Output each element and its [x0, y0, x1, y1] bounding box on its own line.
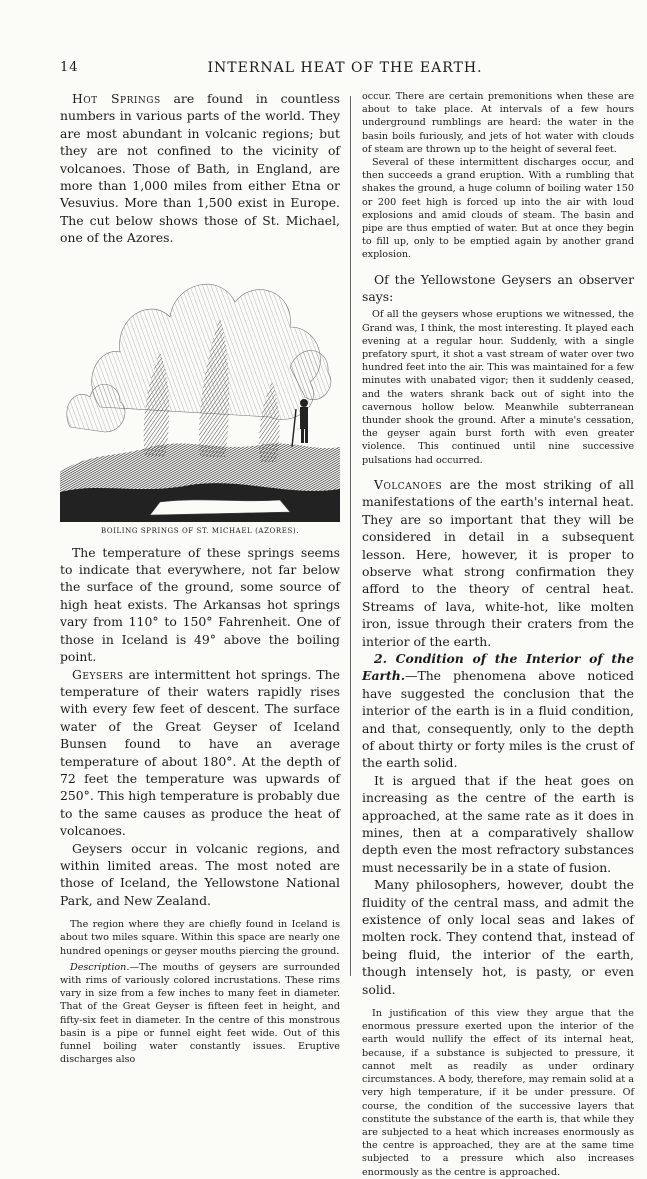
paragraph-argued: It is argued that if the heat goes on increasing as the centre of the earth is approached, at the same rate as it does in mines, then at a comparatively shallow depth even the most refractory substances must necessarily be in a state of fusion. [362, 772, 634, 875]
paragraph-grand-eruption: Several of these intermittent discharges occur, and then succeeds a grand eruption. With a rumbling that shakes the ground, a huge column of boiling water 150 or 200 feet high is forced up into the air with loud explosions and amid clouds of steam. The basin and pipe are thus emptied of water. But at once they begin to fill up, only to be emptied again by another grand explosion. [362, 157, 634, 261]
lead-description: Description. [70, 961, 130, 973]
page-header [60, 58, 630, 80]
paragraph-geyser-locations: Geysers occur in volcanic regions, and within limited areas. The most noted are those of Iceland, the Yellowstone National Park, and New Zealand. [60, 840, 340, 908]
paragraph-condition [362, 650, 634, 772]
paragraph-philosophers: Many philosophers, however, doubt the fluidity of the central mass, and admit the existence of only local seas and lakes of molten rock. They contend that, instead of being fluid, the interior of the earth, though intensely hot, is pasty, or even solid. [362, 877, 634, 997]
lead-hot-springs: Hot Springs [72, 91, 161, 106]
paragraph-iceland-region: The region where they are chiefly found in Iceland is about two miles square. Within this space are nearly one hundred openings or geyser mouths piercing the ground. [60, 919, 340, 957]
paragraph-text: are found in countless numbers in various parts of the world. They are most abundant in volcanic regions; but they are not confined to the vicinity of volcanoes. Those of Bath, in England, are more than 1,000 miles from either Etna or Vesuvius. More than 1,500 exist in Europe. The cut below shows those of St. Michael, one of the Azores. [60, 91, 340, 246]
figure-boiling-springs [60, 257, 340, 535]
figure-caption: BOILING SPRINGS OF ST. MICHAEL (AZORES). [100, 526, 300, 535]
lead-geysers: Geysers [72, 666, 124, 682]
paragraph-premonitions: occur. There are certain premonitions when these are about to take place. At intervals of a few hours underground rumblings are heard: the water in the basin boils furiously, and jets of hot water with clouds of steam are thrown up to the height of several feet. [362, 91, 634, 155]
paragraph-temperature: The temperature of these springs seems to indicate that everywhere, not far below the surface of the ground, some source of high heat exists. The Arkansas hot springs vary from 110° to 150° Fahrenheit. One of those in Iceland is 49° above the boiling point. [60, 544, 340, 665]
page-number: 14 [60, 60, 79, 75]
section-heading: 2. Condition of the Interior of the Earth. [362, 650, 634, 684]
column-divider [350, 96, 351, 976]
running-title: INTERNAL HEAT OF THE EARTH. [207, 60, 483, 76]
paragraph-description [60, 961, 340, 1067]
right-column [362, 90, 634, 1178]
paragraph-hot-springs [60, 90, 340, 247]
lead-volcanoes: Volcanoes [374, 476, 443, 492]
paragraph-text: —The mouths of geysers are surrounded with rims of variously colored incrustations. These rims vary in size from a few inches to many feet in diameter. That of the Great Geyser is fifteen feet in height, and fifty-six feet in diameter. In the centre of this monstrous basin is a pipe or funnel eight feet wide. Out of this funnel boiling water constantly issues. Eruptive discharges also [60, 961, 340, 1066]
paragraph-text: are the most striking of all manifestations of the earth's internal heat. They are so important that they will be considered in detail in a subsequent lesson. Here, however, it is proper to observe what strong confirmation they afford to the theory of central heat. Streams of lava, white-hot, like molten iron, issue through their craters from the interior of the earth. [362, 476, 634, 649]
paragraph-yellowstone-intro: Of the Yellowstone Geysers an observer says: [362, 271, 634, 305]
paragraph-geysers [60, 666, 340, 840]
paragraph-volcanoes [362, 476, 634, 650]
boiling-springs-engraving [60, 257, 340, 522]
paragraph-text: are intermittent hot springs. The temperature of their waters rapidly rises with every few feet of descent. The surface water of the Great Geyser of Iceland Bunsen found to have an average temperature of about 180°. At the depth of 72 feet the temperature was upwards of 250°. This high temperature is probably due to the same causes as produce the heat of volcanoes. [60, 666, 340, 839]
paragraph-justification: In justification of this view they argue that the enormous pressure exerted upon the interior of the earth would nullify the effect of its internal heat, because, if a substance is subjected to pressure, it cannot melt as readily as under ordinary circumstances. A body, therefore, may remain solid at a very high temperature, if it be under pressure. Of course, the condition of the successive layers that constitute the substance of the earth is, that while they are subjected to a heat which increases enormously as the centre is approached, they are at the same time subjected to a pressure which also increases enormously as the centre is approached. [362, 1008, 634, 1178]
paragraph-text: —The phenomena above noticed have suggested the conclusion that the interior of the earth is in a fluid condition, and that, consequently, only to the depth of about thirty or forty miles is the crust of the earth solid. [362, 668, 634, 771]
left-column [60, 90, 340, 1066]
paragraph-observer-quote: Of all the geysers whose eruptions we witnessed, the Grand was, I think, the most interesting. It played each evening at a regular hour. Suddenly, with a single prefatory spurt, it shot a vast stream of water over two hundred feet into the air. This was maintained for a few minutes with unabated vigor; then it suddenly ceased, and the waters shrank back out of sight into the cavernous hollow below. Meanwhile subterranean thunder shook the ground. After a minute's cessation, the geyser again burst forth with even greater violence. This continued until nine successive pulsations had occurred. [362, 309, 634, 466]
